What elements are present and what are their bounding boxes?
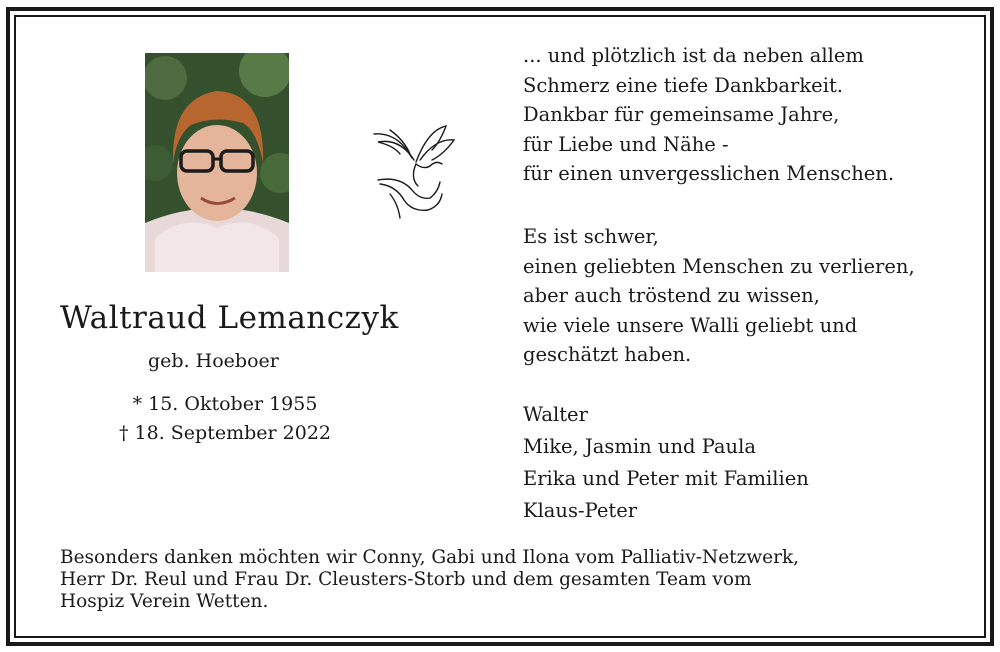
verse-line: für Liebe und Nähe - xyxy=(523,132,729,156)
thanks-note xyxy=(60,547,940,613)
verse-line: Schmerz eine tiefe Dankbarkeit. xyxy=(523,73,843,97)
dove-hand-icon xyxy=(370,120,460,225)
verse-line: Es ist schwer, xyxy=(523,225,659,248)
mourner: Walter xyxy=(523,403,588,426)
thanks-line: Besonders danken möchten wir Conny, Gabi und Ilona vom Palliativ-Netzwerk, xyxy=(60,547,800,568)
birth-date: * 15. Oktober 1955 xyxy=(132,393,318,415)
verse-line: ... und plötzlich ist da neben allem xyxy=(523,44,864,67)
verse-line: Dankbar für gemeinsame Jahre, xyxy=(523,103,840,126)
verse-line: wie viele unsere Walli geliebt und xyxy=(523,313,858,337)
mourner: Erika und Peter mit Familien xyxy=(523,467,809,490)
verse-line: geschätzt haben. xyxy=(523,343,692,366)
verse-line: einen geliebten Menschen zu verlieren, xyxy=(523,254,915,278)
deceased-name: Waltraud Lemanczyk xyxy=(60,300,399,336)
life-dates xyxy=(100,390,350,448)
verse-consolation xyxy=(523,222,915,370)
thanks-line: Hospiz Verein Wetten. xyxy=(60,591,269,612)
mourners-list xyxy=(523,399,809,527)
maiden-name: geb. Hoeboer xyxy=(148,350,279,372)
thanks-line: Herr Dr. Reul und Frau Dr. Cleusters-Storb und dem gesamten Team vom xyxy=(60,569,752,590)
mourner: Klaus-Peter xyxy=(523,499,638,522)
verse-line: aber auch tröstend zu wissen, xyxy=(523,284,820,307)
death-date: † 18. September 2022 xyxy=(119,422,331,444)
verse-gratitude xyxy=(523,41,894,189)
mourner: Mike, Jasmin und Paula xyxy=(523,435,756,458)
verse-line: für einen unvergesslichen Menschen. xyxy=(523,162,895,185)
portrait-photo xyxy=(145,53,289,272)
